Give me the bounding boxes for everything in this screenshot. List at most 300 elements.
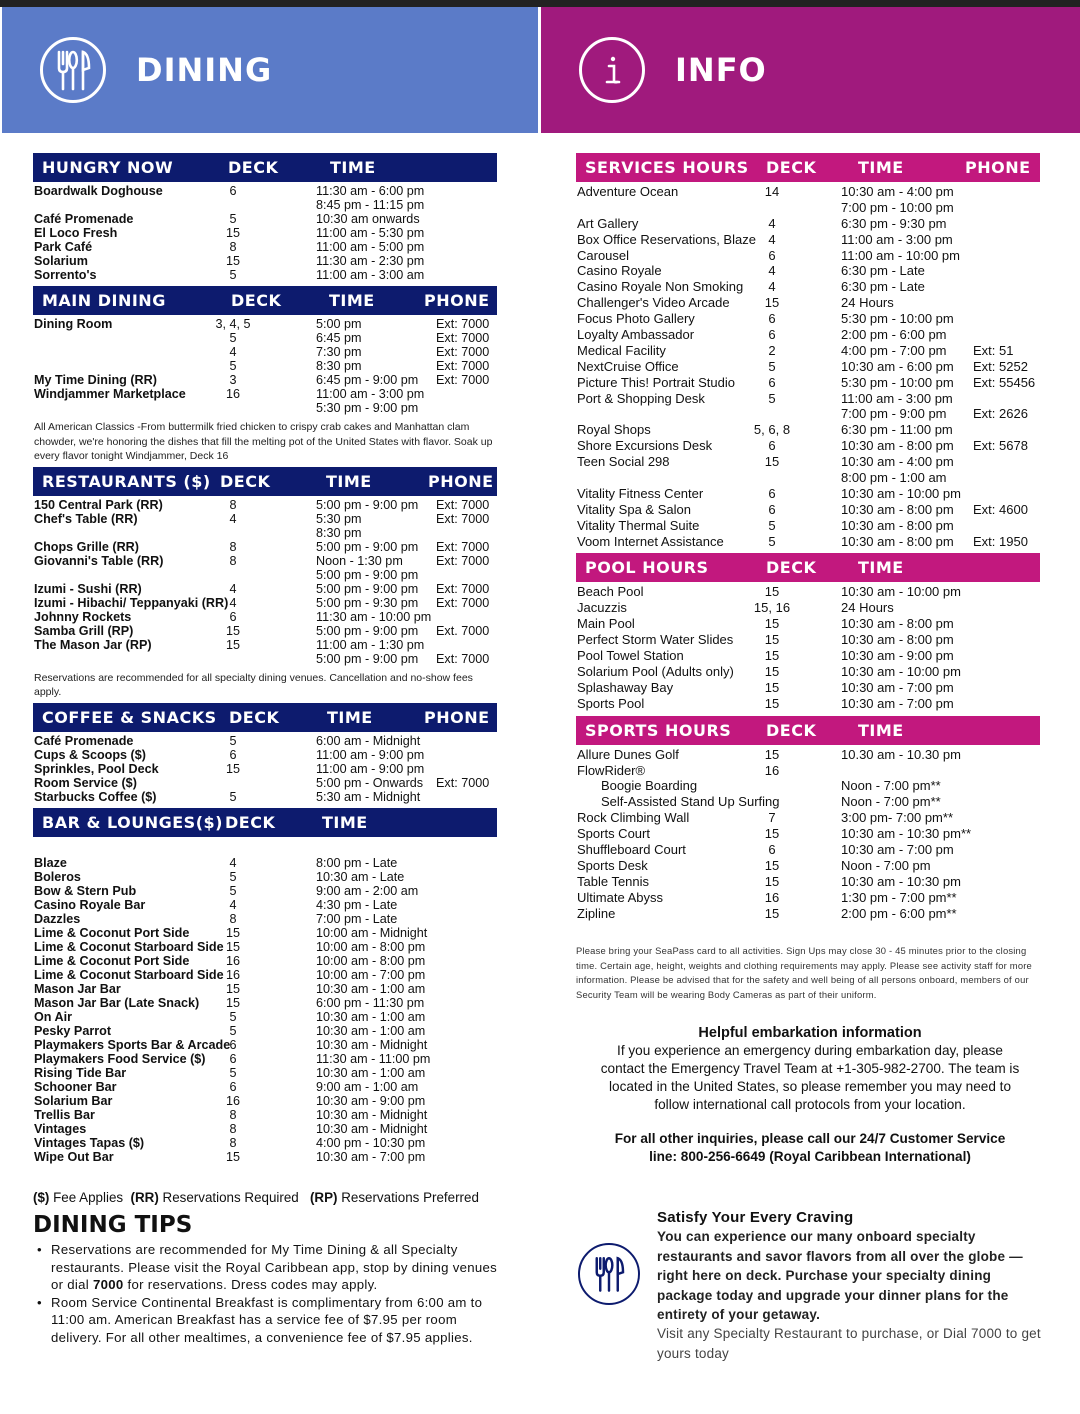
- row-name: Dining Room: [34, 317, 113, 331]
- row-phone: Ext: 7000: [436, 651, 490, 666]
- row-deck: 5: [229, 733, 237, 748]
- row-phone: Ext: 5678: [973, 438, 1028, 454]
- row-deck: 15: [764, 648, 780, 664]
- table-row: [33, 652, 497, 666]
- row-name: Playmakers Sports Bar & Arcade: [34, 1037, 231, 1052]
- header-name: SPORTS HOURS: [585, 720, 732, 740]
- row-name: Mason Jar Bar (Late Snack): [34, 995, 200, 1010]
- row-deck: 4: [229, 581, 237, 596]
- dining-column: [33, 153, 497, 1168]
- table-row: [576, 422, 1040, 438]
- header-name: MAIN DINING: [42, 291, 166, 310]
- row-name: FlowRider®: [577, 762, 646, 778]
- row-name: Starbucks Coffee ($): [34, 789, 157, 804]
- row-time: 10:30 am - 10:30 pm**: [841, 826, 972, 842]
- row-time: 10:30 am - 1:00 am: [316, 1009, 426, 1024]
- table-row: [33, 624, 497, 638]
- row-deck: 5: [229, 212, 237, 226]
- table-row: [33, 498, 497, 512]
- row-deck: 6: [768, 485, 776, 501]
- section-header: [576, 153, 1040, 182]
- row-deck: 8: [229, 1121, 237, 1136]
- specialty-dining-promo: [657, 1208, 1047, 1363]
- row-deck: 4: [768, 263, 776, 279]
- header-time: TIME: [330, 158, 376, 177]
- table-row: [33, 870, 497, 884]
- info-column: [576, 153, 1040, 1003]
- table-row: [33, 212, 497, 226]
- row-name: Shuffleboard Court: [577, 841, 686, 857]
- row-name: Pesky Parrot: [34, 1023, 112, 1038]
- header-time: TIME: [858, 158, 904, 177]
- row-name: Box Office Reservations, Blaze: [577, 231, 756, 247]
- row-deck: 6: [229, 747, 237, 762]
- row-time: 5:30 pm - 10:00 pm: [841, 311, 954, 327]
- info-icon: [579, 37, 645, 103]
- header-name: POOL HOURS: [585, 558, 709, 578]
- row-time: 5:00 pm - 9:30 pm: [316, 595, 419, 610]
- row-deck: 15: [764, 295, 780, 311]
- row-deck: 6: [229, 1051, 237, 1066]
- table-row: [576, 263, 1040, 279]
- row-deck: 4: [229, 897, 237, 912]
- row-deck: 16: [764, 889, 780, 905]
- header-deck: DECK: [229, 707, 280, 727]
- header-time: TIME: [326, 471, 372, 491]
- row-time: 10:00 am - Midnight: [316, 925, 428, 940]
- main-dining-section: [33, 286, 497, 466]
- tip1-text: Reservations are recommended for My Time Dining & all Specialty restaurants. Please visit the Royal Caribbean app, stop by dining venues or dial: [51, 1242, 498, 1292]
- restaurants-note: Reservations are recommended for all specialty dining venues. Cancellation and no-show fees apply.: [34, 671, 473, 698]
- legend-rr-text: Reservations Required: [162, 1190, 299, 1205]
- row-name: Izumi - Sushi (RR): [34, 581, 142, 596]
- row-name: Solarium Pool (Adults only): [577, 663, 734, 679]
- table-row: [576, 763, 1040, 779]
- row-deck: 15: [764, 695, 780, 711]
- row-deck: 16: [225, 953, 240, 968]
- row-time: 6:30 pm - Late: [841, 279, 925, 295]
- row-time: 10:30 am - 8:00 pm: [841, 438, 954, 454]
- row-time: 11:00 am - 5:30 pm: [316, 226, 425, 240]
- table-row: [33, 1150, 497, 1164]
- row-time: 5:00 pm - 9:00 pm: [316, 651, 419, 666]
- row-time: 10:30 am - 8:00 pm: [841, 501, 954, 517]
- table-row: [576, 359, 1040, 375]
- row-name: Park Café: [34, 240, 93, 254]
- row-name: Izumi - Hibachi/ Teppanyaki (RR): [34, 595, 229, 610]
- row-phone: Ext: 7000: [436, 331, 490, 345]
- row-time: 10:30 am - 8:00 pm: [841, 533, 954, 549]
- row-name: My Time Dining (RR): [34, 373, 157, 387]
- row-phone: Ext: 7000: [436, 317, 490, 331]
- row-deck: 6: [768, 247, 776, 263]
- row-time: 11:00 am - 3:00 pm: [841, 390, 953, 406]
- table-row: [576, 279, 1040, 295]
- row-name: Port & Shopping Desk: [577, 390, 705, 406]
- row-deck: 6: [768, 311, 776, 327]
- row-deck: 7: [768, 810, 776, 826]
- row-deck: 5: [229, 268, 237, 282]
- table-row: [576, 375, 1040, 391]
- bars-section: [33, 808, 497, 1167]
- row-name: Room Service ($): [34, 775, 137, 790]
- row-time: 10:30 am - 4:00 pm: [841, 454, 954, 470]
- row-name: Lime & Coconut Starboard Side: [34, 939, 224, 954]
- row-time: 11:00 am - 3:00 am: [316, 268, 425, 282]
- row-time: Noon - 7:00 pm**: [841, 778, 941, 794]
- row-deck: 16: [225, 967, 240, 982]
- row-name: Boleros: [34, 869, 81, 884]
- table-row: [33, 1094, 497, 1108]
- row-deck: 5: [229, 1009, 237, 1024]
- row-deck: 8: [229, 497, 237, 512]
- table-row: [576, 810, 1040, 826]
- row-time: 10:30 am - 7:00 pm: [316, 1149, 426, 1164]
- row-time: 10:00 am - 8:00 pm: [316, 953, 426, 968]
- row-phone: Ext: 7000: [436, 775, 490, 790]
- table-row: [576, 842, 1040, 858]
- services-section: [576, 153, 1040, 552]
- table-row: [576, 680, 1040, 696]
- sports-fine-print: Please bring your SeaPass card to all activities. Sign Ups may close 30 - 45 minutes prior to the closing time. Certain age, height, weights and clothing requirements may apply. Please see activity staff for more information. Please be advised that for the safety and well being of all persons onboard, members of our Security Team will be wearing Body Cameras as part of their uniform.: [576, 945, 1032, 1000]
- row-name: Wipe Out Bar: [34, 1149, 114, 1164]
- row-name: Giovanni's Table (RR): [34, 553, 164, 568]
- row-name: Perfect Storm Water Slides: [577, 632, 734, 648]
- embarkation-info: [600, 1024, 1020, 1166]
- table-row: [576, 406, 1040, 422]
- row-name: Solarium: [34, 254, 88, 268]
- row-deck: 15: [764, 873, 780, 889]
- row-time: Noon - 7:00 pm**: [841, 794, 941, 810]
- row-time: 5:00 pm - 9:00 pm: [316, 497, 419, 512]
- row-time: 6:30 pm - 11:00 pm: [841, 422, 953, 438]
- row-time: 9:00 am - 2:00 am: [316, 883, 419, 898]
- row-deck: 8: [229, 539, 237, 554]
- table-row: [33, 1122, 497, 1136]
- row-time: 2:00 pm - 6:00 pm: [841, 327, 947, 343]
- row-phone: Ext: 4600: [973, 501, 1028, 517]
- row-deck: 6: [768, 501, 776, 517]
- table-row: [33, 582, 497, 596]
- cutlery-icon: [578, 1243, 640, 1305]
- top-bar: [0, 0, 1080, 7]
- row-deck: 4: [229, 855, 237, 870]
- table-row: [576, 295, 1040, 311]
- row-name: Loyalty Ambassador: [577, 327, 695, 343]
- header-deck: DECK: [220, 471, 271, 491]
- section-header: [33, 153, 497, 182]
- row-name: Splashaway Bay: [577, 679, 674, 695]
- row-time: 11:30 am - 6:00 pm: [316, 184, 425, 198]
- row-deck: 16: [225, 387, 240, 401]
- row-deck: 15: [225, 637, 240, 652]
- table-row: [33, 638, 497, 652]
- row-name: Voom Internet Assistance: [577, 533, 724, 549]
- row-deck: 4: [768, 231, 776, 247]
- row-deck: 15: [764, 632, 780, 648]
- section-header: [576, 716, 1040, 745]
- row-deck: 15: [225, 1149, 240, 1164]
- row-name: Carousel: [577, 247, 630, 263]
- row-name: Windjammer Marketplace: [34, 387, 186, 401]
- row-time: 24 Hours: [841, 600, 894, 616]
- table-row: [33, 373, 497, 387]
- row-name: Sprinkles, Pool Deck: [34, 761, 159, 776]
- table-row: [576, 826, 1040, 842]
- row-deck: 15: [764, 454, 780, 470]
- row-name: Rising Tide Bar: [34, 1065, 127, 1080]
- table-row: [33, 401, 497, 415]
- row-name: Vitality Fitness Center: [577, 485, 704, 501]
- row-name: Cups & Scoops ($): [34, 747, 146, 762]
- table-row: [33, 1010, 497, 1024]
- row-time: 5:30 pm - 10:00 pm: [841, 374, 954, 390]
- row-deck: 6: [768, 327, 776, 343]
- table-row: [33, 240, 497, 254]
- row-name: El Loco Fresh: [34, 226, 118, 240]
- table-row: [576, 311, 1040, 327]
- legend: [33, 1190, 479, 1205]
- row-deck: 16: [764, 762, 780, 778]
- legend-fee-key: ($): [33, 1190, 50, 1205]
- coffee-section: [33, 703, 497, 807]
- row-deck: 6: [768, 438, 776, 454]
- row-name: Royal Shops: [577, 422, 651, 438]
- header-time: TIME: [329, 291, 375, 310]
- tip1-phone: 7000: [92, 1277, 124, 1292]
- row-phone: Ext: 55456: [973, 374, 1036, 390]
- row-phone: Ext: 5252: [973, 358, 1028, 374]
- section-header: [576, 553, 1040, 582]
- table-row: [33, 387, 497, 401]
- row-deck: 6: [768, 374, 776, 390]
- table-row: [33, 1038, 497, 1052]
- table-rows: [33, 854, 497, 1167]
- row-time: 11:30 am - 10:00 pm: [316, 609, 432, 624]
- table-row: [576, 502, 1040, 518]
- row-name: Jacuzzis: [577, 600, 627, 616]
- table-row: [576, 632, 1040, 648]
- row-deck: 6: [229, 184, 237, 198]
- table-row: [576, 327, 1040, 343]
- table-row: [33, 762, 497, 776]
- row-deck: 4: [229, 345, 237, 359]
- row-name: Sports Pool: [577, 695, 645, 711]
- legend-rp-text: Reservations Preferred: [341, 1190, 479, 1205]
- row-name: Zipline: [577, 905, 616, 921]
- table-row: [33, 856, 497, 870]
- row-time: 1:30 pm - 7:00 pm**: [841, 889, 957, 905]
- table-row: [33, 898, 497, 912]
- row-name: Allure Dunes Golf: [577, 746, 679, 762]
- info-title: INFO: [675, 51, 767, 89]
- row-deck: 15, 16: [753, 600, 791, 616]
- row-time: 3:00 pm- 7:00 pm**: [841, 810, 954, 826]
- restaurants-section: [33, 467, 497, 702]
- table-row: [576, 486, 1040, 502]
- row-name: 150 Central Park (RR): [34, 497, 163, 512]
- row-name: Johnny Rockets: [34, 609, 132, 624]
- row-time: 10:30 am - 1:00 am: [316, 981, 426, 996]
- info-banner: [541, 7, 1080, 133]
- row-time: 10:30 am - 8:00 pm: [841, 616, 954, 632]
- row-name: Casino Royale Bar: [34, 897, 146, 912]
- row-deck: 14: [764, 184, 780, 199]
- table-row: [576, 232, 1040, 248]
- row-deck: 8: [229, 1135, 237, 1150]
- row-name: Art Gallery: [577, 215, 639, 231]
- table-row: [576, 454, 1040, 470]
- row-phone: Ext: 51: [973, 342, 1014, 358]
- row-time: 11:00 am - 1:30 pm: [316, 637, 425, 652]
- header-name: COFFEE & SNACKS: [42, 707, 217, 727]
- header-name: BAR & LOUNGES($): [42, 812, 223, 832]
- table-row: [33, 954, 497, 968]
- row-deck: 5: [229, 883, 237, 898]
- row-name: Vintages: [34, 1121, 87, 1136]
- cutlery-icon: [40, 37, 106, 103]
- header-deck: DECK: [766, 158, 817, 177]
- row-time: 6:45 pm - 9:00 pm: [316, 373, 419, 387]
- row-time: 8:30 pm: [316, 525, 362, 540]
- header-time: TIME: [327, 707, 373, 727]
- row-time: 5:30 am - Midnight: [316, 789, 421, 804]
- table-row: [33, 1052, 497, 1066]
- row-deck: 4: [229, 511, 237, 526]
- table-row: [33, 884, 497, 898]
- table-row: [576, 248, 1040, 264]
- row-time: 10:00 am - 8:00 pm: [316, 939, 426, 954]
- row-name: Vitality Thermal Suite: [577, 517, 700, 533]
- row-time: 10:30 am - 8:00 pm: [841, 632, 954, 648]
- row-time: 8:45 pm - 11:15 pm: [316, 198, 425, 212]
- legend-rr-key: (RR): [130, 1190, 159, 1205]
- table-row: [33, 926, 497, 940]
- row-time: 10:30 am - Midnight: [316, 1037, 428, 1052]
- table-row: [576, 200, 1040, 216]
- row-time: 5:00 pm - 9:00 pm: [316, 539, 419, 554]
- list-item: • Reservations are recommended for My Time Dining & all Specialty restaurants. Please visit the Royal Caribbean app, stop by dining venues or dial 7000 for reservations. Dress codes may apply.: [37, 1242, 498, 1292]
- header-name: SERVICES HOURS: [585, 158, 749, 177]
- table-row: [33, 1136, 497, 1150]
- embarkation-body: If you experience an emergency during embarkation day, please contact the Emergency Travel Team at +1-305-982-2700. The team is located in the United States, so please remember you may need to follow international call protocols from your location.: [600, 1043, 1020, 1112]
- row-name: Solarium Bar: [34, 1093, 113, 1108]
- row-deck: 8: [229, 911, 237, 926]
- row-name: Vintages Tapas ($): [34, 1135, 145, 1150]
- table-row: [33, 331, 497, 345]
- row-time: 11:30 am - 11:00 pm: [316, 1051, 431, 1066]
- row-time: 10:30 am - 10:00 pm: [841, 584, 961, 600]
- row-name: Casino Royale Non Smoking: [577, 279, 744, 295]
- row-name: Sorrento's: [34, 268, 97, 282]
- sports-section: [576, 716, 1040, 1003]
- header-phone: PHONE: [424, 707, 490, 727]
- row-name: Playmakers Food Service ($): [34, 1051, 206, 1066]
- row-name: Shore Excursions Desk: [577, 438, 713, 454]
- row-deck: 5: [768, 358, 776, 374]
- row-deck: 15: [764, 905, 780, 921]
- table-row: [33, 540, 497, 554]
- section-header: [33, 467, 497, 496]
- main-dining-note: All American Classics -From buttermilk fried chicken to crispy crab cakes and Manhattan clam chowder, we're honoring the dishes that fill the melting pot of the United States with flavor. Soak up every flavor tonight Windjammer, Deck 16: [34, 421, 493, 462]
- table-row: [33, 748, 497, 762]
- row-name: Ultimate Abyss: [577, 889, 663, 905]
- row-deck: 5: [229, 359, 237, 373]
- row-deck: 15: [764, 584, 780, 600]
- tip1-text-end: for reservations. Dress codes may apply.: [123, 1277, 378, 1292]
- row-time: 24 Hours: [841, 295, 894, 311]
- row-name: Challenger's Video Arcade: [577, 295, 730, 311]
- row-name: Rock Climbing Wall: [577, 810, 690, 826]
- table-row: [33, 790, 497, 804]
- row-deck: 8: [229, 1107, 237, 1122]
- row-deck: 5: [229, 331, 237, 345]
- row-time: 10:30 am - 10:00 pm: [841, 663, 961, 679]
- row-phone: Ext: 7000: [436, 539, 490, 554]
- table-row: [576, 906, 1040, 922]
- table-row: [576, 747, 1040, 763]
- row-time: 10:30 am onwards: [316, 212, 420, 226]
- row-name: Adventure Ocean: [577, 184, 679, 199]
- row-deck: 3, 4, 5: [215, 317, 251, 331]
- row-name: Mason Jar Bar: [34, 981, 121, 996]
- table-row: [33, 1080, 497, 1094]
- row-deck: 5: [229, 1023, 237, 1038]
- row-name: Chef's Table (RR): [34, 511, 138, 526]
- customer-service-line: For all other inquiries, please call our 24/7 Customer Service line: 800-256-6649 (Royal Caribbean International): [614, 1131, 1006, 1164]
- row-time: 10:30 am - 1:00 am: [316, 1023, 426, 1038]
- row-time: 6:30 pm - Late: [841, 263, 925, 279]
- table-row: [33, 184, 497, 198]
- table-row: [33, 996, 497, 1010]
- header-phone: PHONE: [965, 158, 1031, 177]
- row-deck: 15: [764, 826, 780, 842]
- row-time: 10:30 am - 4:00 pm: [841, 184, 954, 199]
- row-time: 9:00 am - 1:00 am: [316, 1079, 419, 1094]
- table-row: [33, 359, 497, 373]
- table-row: [33, 734, 497, 748]
- row-time: 5:00 pm - Onwards: [316, 775, 424, 790]
- row-name: Sports Desk: [577, 857, 648, 873]
- row-time: 10:30 am - 6:00 pm: [841, 358, 954, 374]
- row-time: 7:30 pm: [316, 345, 362, 359]
- table-row: [33, 1024, 497, 1038]
- row-deck: 15: [225, 981, 240, 996]
- row-time: 10:30 am - 9:00 pm: [841, 648, 954, 664]
- row-name: Chops Grille (RR): [34, 539, 139, 554]
- row-deck: 4: [768, 279, 776, 295]
- table-row: [576, 584, 1040, 600]
- header-deck: DECK: [766, 558, 817, 578]
- header-time: TIME: [858, 720, 904, 740]
- table-row: [576, 664, 1040, 680]
- row-name: Lime & Coconut Port Side: [34, 953, 190, 968]
- row-time: 10:30 am - 8:00 pm: [841, 517, 954, 533]
- row-deck: 5: [768, 517, 776, 533]
- row-time: 10:30 am - Midnight: [316, 1121, 428, 1136]
- row-deck: 15: [764, 857, 780, 873]
- row-phone: Ext. 7000: [436, 623, 490, 638]
- row-time: 5:30 pm - 9:00 pm: [316, 401, 419, 415]
- list-item: • Room Service Continental Breakfast is complimentary from 6:00 am to 11:00 am. American Breakfast has a service fee of $7.95 per room delivery. For all other mealtimes, a convenience fee of $7.95 applies.: [37, 1294, 483, 1345]
- table-row: [33, 1066, 497, 1080]
- row-deck: 6: [229, 1037, 237, 1052]
- row-name: Trellis Bar: [34, 1107, 95, 1122]
- row-time: 10:30 am - 10:30 pm: [841, 873, 961, 889]
- row-time: 5:00 pm: [316, 317, 362, 331]
- table-row: [576, 858, 1040, 874]
- row-deck: 4: [229, 595, 237, 610]
